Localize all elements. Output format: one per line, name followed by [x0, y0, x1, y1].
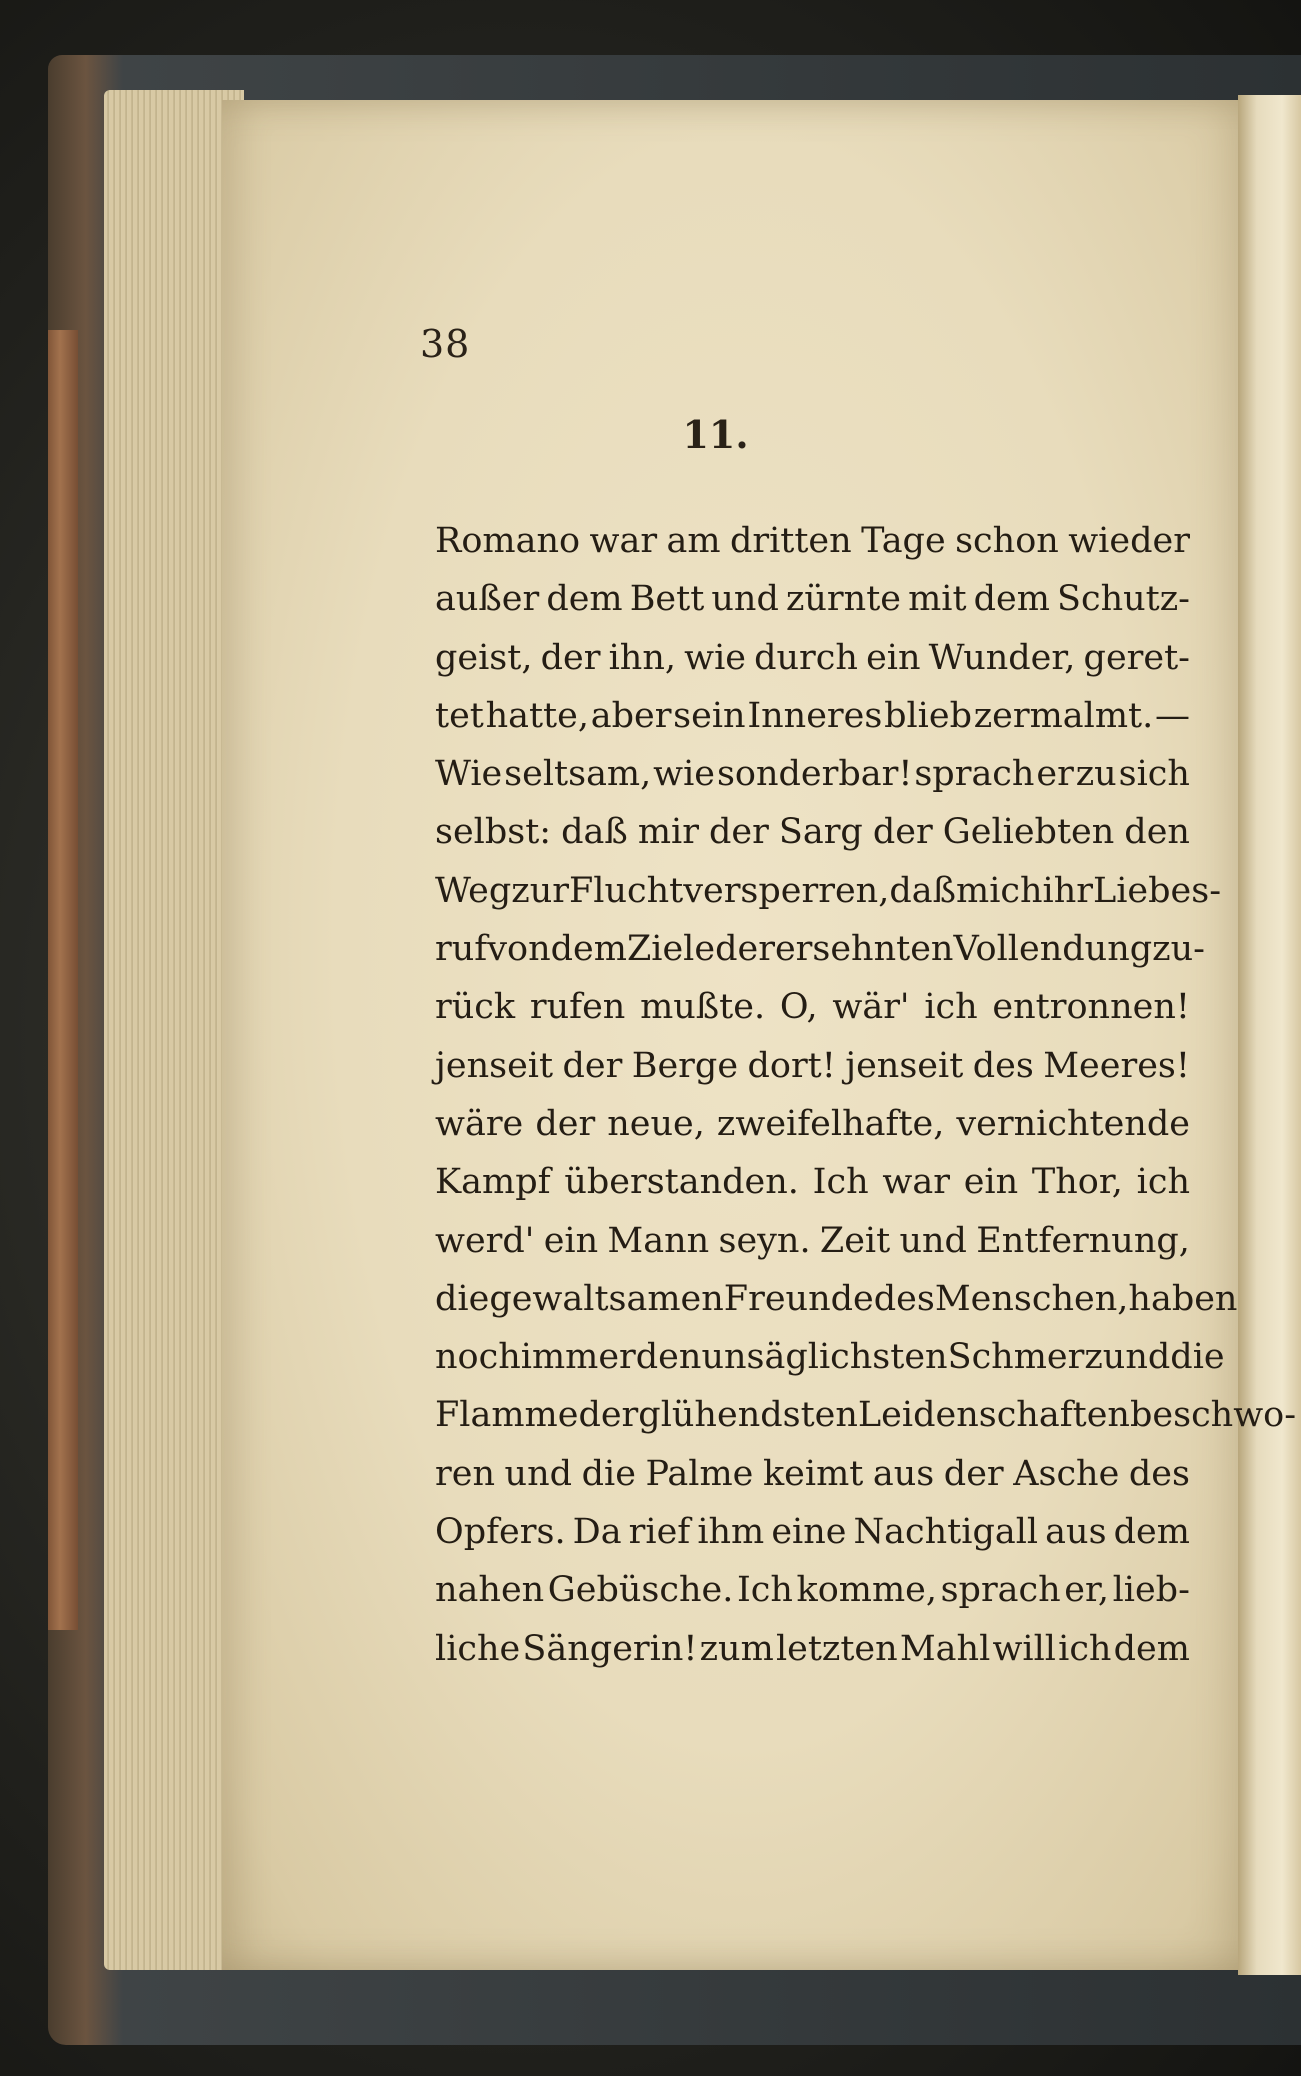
- word: des: [1128, 1453, 1190, 1494]
- word: Nachtigall: [853, 1512, 1039, 1553]
- word: eine: [771, 1512, 847, 1553]
- word: der: [540, 637, 601, 678]
- word: durch: [754, 637, 858, 678]
- word: Entfernung,: [976, 1220, 1190, 1261]
- facing-page-edge: [1238, 95, 1301, 1975]
- word: Sarg: [778, 812, 863, 853]
- text-line: [435, 629, 1190, 687]
- text-line: [435, 687, 1190, 745]
- word: die: [581, 1453, 636, 1494]
- text-line: [435, 1445, 1190, 1503]
- word: ihn,: [608, 637, 676, 678]
- word: aus: [1045, 1512, 1107, 1553]
- word: lieb-: [1112, 1570, 1190, 1611]
- word: den: [635, 1337, 702, 1378]
- word: keimt: [762, 1453, 864, 1494]
- word: zu: [1075, 754, 1117, 795]
- word: Palme: [645, 1453, 754, 1494]
- word: Freunde: [723, 1278, 874, 1319]
- word: ich: [1136, 1162, 1190, 1203]
- word: zermalmt.: [973, 695, 1154, 736]
- word: aus: [872, 1453, 935, 1494]
- word: ihr: [1042, 870, 1093, 911]
- text-line: [435, 1328, 1225, 1386]
- word: Vollendung: [953, 929, 1153, 970]
- word: ersehnten: [774, 929, 954, 970]
- word: Opfers.: [435, 1512, 566, 1553]
- word: dem: [1113, 1512, 1190, 1553]
- word: seyn.: [718, 1220, 811, 1261]
- word: dritten: [729, 521, 852, 561]
- word: Sängerin!: [522, 1628, 698, 1669]
- word: Geliebten: [942, 812, 1115, 853]
- word: Mahl: [899, 1628, 991, 1669]
- word: rief: [628, 1512, 691, 1553]
- word: geist,: [435, 637, 533, 678]
- word: außer: [435, 579, 540, 620]
- word: Inneres: [747, 695, 883, 736]
- word: Mann: [607, 1220, 710, 1261]
- word: zweifelhafte,: [716, 1103, 945, 1144]
- word: immer: [520, 1337, 636, 1378]
- word: Meeres!: [1043, 1045, 1190, 1086]
- word: ein: [963, 1162, 1019, 1203]
- word: seltsam,: [504, 754, 652, 795]
- word: Gebüsche.: [547, 1570, 734, 1611]
- word: und: [1102, 1337, 1171, 1378]
- text-line: [435, 862, 1222, 920]
- word: Ich: [736, 1570, 793, 1611]
- word: tet: [435, 695, 484, 736]
- word: haben: [1128, 1278, 1238, 1319]
- text-line: [435, 745, 1190, 803]
- text-line: [435, 978, 1190, 1036]
- word: daß: [561, 812, 628, 853]
- word: des: [972, 1045, 1034, 1086]
- word: glühendsten: [638, 1395, 858, 1436]
- word: Da: [572, 1512, 622, 1553]
- word: war: [882, 1162, 950, 1203]
- word: ich: [924, 987, 978, 1028]
- word: entronnen!: [992, 987, 1190, 1028]
- word: der: [872, 812, 933, 853]
- word: überstanden.: [564, 1162, 799, 1203]
- word: liche: [435, 1628, 521, 1669]
- text-line: [435, 1503, 1190, 1561]
- word: des: [873, 1278, 935, 1319]
- word: wieder: [1068, 521, 1190, 561]
- word: selbst:: [435, 812, 552, 853]
- text-line: [435, 1212, 1190, 1270]
- word: Asche: [1013, 1453, 1120, 1494]
- word: sich: [1118, 754, 1190, 795]
- word: Menschen,: [934, 1278, 1129, 1319]
- word: Zeit: [819, 1220, 891, 1261]
- word: Flucht: [568, 870, 684, 911]
- word: zu-: [1152, 929, 1205, 970]
- text-line: [435, 1270, 1238, 1328]
- word: ein: [866, 637, 921, 678]
- word: wie: [684, 637, 746, 678]
- word: Leidenschaften: [857, 1395, 1130, 1436]
- word: der: [562, 1045, 623, 1086]
- text-line: [435, 570, 1190, 628]
- word: daß: [889, 870, 956, 911]
- word: Tage: [861, 521, 946, 561]
- word: wäre: [435, 1103, 524, 1144]
- word: geret-: [1083, 637, 1190, 678]
- word: noch: [435, 1337, 521, 1378]
- word: dem: [550, 929, 627, 970]
- word: aber: [590, 695, 672, 736]
- word: ren: [435, 1453, 495, 1494]
- word: mußte.: [640, 987, 766, 1028]
- word: von: [487, 929, 551, 970]
- word: —: [1154, 695, 1190, 736]
- word: rufen: [529, 987, 626, 1028]
- body-text: [435, 512, 1297, 1678]
- word: ihm: [697, 1512, 765, 1553]
- chapter-heading: 11.: [682, 412, 749, 457]
- word: jenseit: [845, 1045, 964, 1086]
- word: letzten: [775, 1628, 898, 1669]
- word: dem: [1113, 1628, 1190, 1669]
- word: dort!: [747, 1045, 836, 1086]
- word: und: [899, 1220, 967, 1261]
- word: ruf: [435, 929, 488, 970]
- word: er,: [1064, 1570, 1109, 1611]
- word: er: [1036, 754, 1074, 795]
- word: dem: [973, 579, 1050, 620]
- word: sonderbar!: [716, 754, 913, 795]
- word: zur: [511, 870, 569, 911]
- word: Schutz-: [1056, 579, 1190, 620]
- word: versperren,: [683, 870, 890, 911]
- word: der: [943, 1453, 1004, 1494]
- word: unsäglichsten: [701, 1337, 948, 1378]
- word: neue,: [607, 1103, 705, 1144]
- text-line: [435, 1620, 1190, 1678]
- word: will: [992, 1628, 1056, 1669]
- word: nahen: [435, 1570, 545, 1611]
- text-line: [435, 512, 1190, 570]
- word: Thor,: [1031, 1162, 1123, 1203]
- word: der: [715, 929, 775, 970]
- text-line: [435, 1153, 1190, 1211]
- word: der: [535, 1103, 596, 1144]
- word: beschwo-: [1129, 1395, 1297, 1436]
- word: blieb: [884, 695, 972, 736]
- word: mich: [956, 870, 1043, 911]
- text-line: [435, 1037, 1190, 1095]
- page-number: 38: [420, 322, 471, 366]
- word: Liebes-: [1093, 870, 1222, 911]
- word: wär': [832, 987, 910, 1028]
- word: Wunder,: [928, 637, 1076, 678]
- word: O,: [779, 987, 818, 1028]
- word: Kampf: [435, 1162, 551, 1203]
- word: hatte,: [485, 695, 589, 736]
- word: rück: [435, 987, 516, 1028]
- text-line: [435, 1561, 1190, 1619]
- word: Flamme: [435, 1395, 579, 1436]
- text-line: [435, 803, 1190, 861]
- word: die: [1170, 1337, 1225, 1378]
- word: Bett: [629, 579, 705, 620]
- word: sprach: [914, 754, 1035, 795]
- word: schon: [955, 521, 1059, 561]
- word: Romano: [435, 521, 581, 561]
- word: mir: [637, 812, 699, 853]
- word: sprach: [940, 1570, 1061, 1611]
- word: Weg: [435, 870, 512, 911]
- word: jenseit: [435, 1045, 554, 1086]
- word: zum: [699, 1628, 774, 1669]
- word: Ich: [812, 1162, 869, 1203]
- text-line: [435, 1386, 1297, 1444]
- text-line: [435, 1095, 1190, 1153]
- word: mit: [908, 579, 967, 620]
- word: Ziele: [626, 929, 716, 970]
- word: sein: [673, 695, 746, 736]
- word: den: [1124, 812, 1190, 853]
- word: ich: [1058, 1628, 1112, 1669]
- word: vernichtende: [956, 1103, 1190, 1144]
- word: der: [578, 1395, 639, 1436]
- word: Schmerz: [947, 1337, 1103, 1378]
- word: ein: [543, 1220, 599, 1261]
- word: und: [711, 579, 779, 620]
- word: zürnte: [785, 579, 901, 620]
- word: der: [708, 812, 769, 853]
- book-spine-leather: [48, 330, 78, 1630]
- word: wie: [653, 754, 716, 795]
- text-line: [435, 920, 1205, 978]
- word: war: [589, 521, 658, 561]
- word: gewaltsamen: [489, 1278, 724, 1319]
- word: dem: [546, 579, 623, 620]
- word: und: [504, 1453, 573, 1494]
- word: die: [435, 1278, 490, 1319]
- word: werd': [435, 1220, 535, 1261]
- word: Berge: [631, 1045, 739, 1086]
- word: Wie: [435, 754, 503, 795]
- word: am: [666, 521, 721, 561]
- word: komme,: [796, 1570, 937, 1611]
